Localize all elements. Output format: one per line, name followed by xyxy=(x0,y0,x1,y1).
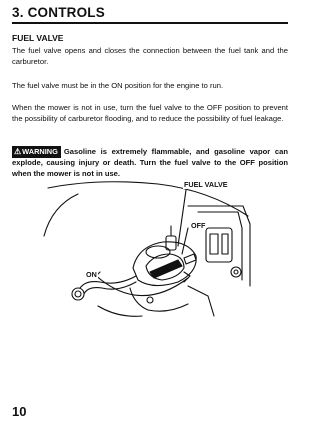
fuel-valve-label: FUEL VALVE xyxy=(184,180,228,189)
paragraph-off-when-unused: When the mower is not in use, turn the fuel valve to the OFF position to prevent the possibility of carburetor flooding, and to reduce the possibility of fuel leakage. xyxy=(12,103,288,123)
off-position-label: OFF xyxy=(191,221,206,230)
fuel-valve-illustration xyxy=(38,176,258,326)
warning-badge-label: WARNING xyxy=(22,147,58,156)
warning-text: Gasoline is extremely flammable, and gasoline vapor can explode, causing injury or death. Turn the fuel valve to the OFF position when the mower is not in use. xyxy=(12,147,288,178)
warning-badge xyxy=(12,146,61,158)
warning-triangle-icon: ⚠ xyxy=(14,147,22,156)
section-title: 3. CONTROLS xyxy=(12,5,105,20)
paragraph-on-position: The fuel valve must be in the ON position for the engine to run. xyxy=(12,81,224,90)
fuel-valve-heading: FUEL VALVE xyxy=(12,33,64,43)
on-position-label: ON xyxy=(86,270,97,279)
title-rule xyxy=(12,22,288,24)
paragraph-valve-function: The fuel valve opens and closes the connection between the fuel tank and the carburetor. xyxy=(12,46,288,66)
page-number: 10 xyxy=(12,404,27,419)
warning-notice xyxy=(12,146,288,179)
